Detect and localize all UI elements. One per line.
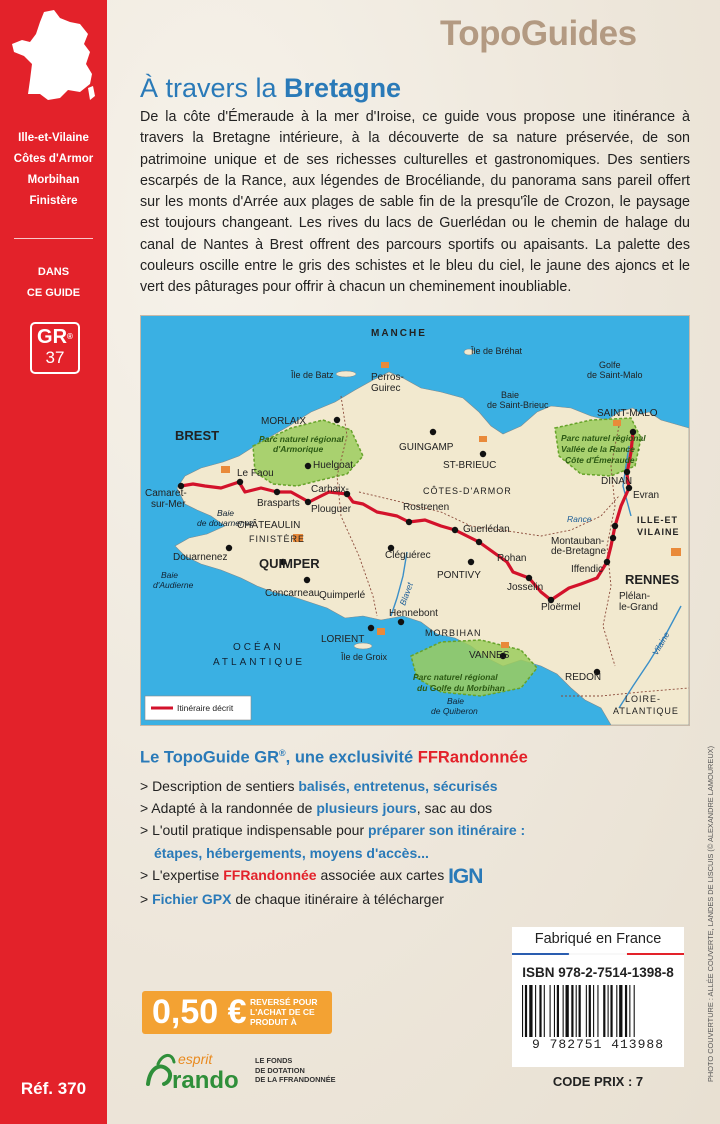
label-quimper: QUIMPER xyxy=(259,556,320,571)
label-hennebont: Hennebont xyxy=(389,608,438,619)
label-pnr-rance: Parc naturel régional xyxy=(561,433,646,443)
label-pontivy: PONTIVY xyxy=(437,570,481,581)
feature-item: > Description de sentiers balisés, entretenus, sécurisés xyxy=(140,778,498,794)
label-baie-stb: Baie xyxy=(501,390,520,400)
label-dinan: DINAN xyxy=(601,476,633,487)
ce-guide-label: CE GUIDE xyxy=(26,287,81,299)
france-map-icon xyxy=(10,8,96,104)
label-cotes-armor: CÔTES-D'ARMOR xyxy=(423,486,512,496)
label-batz: Île de Batz xyxy=(291,370,334,380)
label-plelan: Plélan- xyxy=(619,591,651,602)
label-rostrenen: Rostrenen xyxy=(403,502,450,513)
gr-number: 37 xyxy=(45,348,65,367)
label-quiberon: Baie xyxy=(447,696,465,706)
label-pnr-armorique: Parc naturel régional xyxy=(259,434,344,444)
esprit-rando-icon xyxy=(142,1044,252,1094)
label-finistere: FINISTÈRE xyxy=(249,534,306,544)
label-pnr-rance-2: Vallée de la Rance - xyxy=(561,444,641,454)
label-pnr-rance-3: Côte d'Émeraude xyxy=(565,455,635,465)
reference-number: Réf. 370 xyxy=(20,1079,87,1098)
feature-item: > L'expertise FFRandonnée associée aux cartes IGN xyxy=(140,864,483,888)
feature-item: étapes, hébergements, moyens d'accès... xyxy=(154,844,429,861)
label-baie-audierne: Baie xyxy=(161,570,179,580)
title-prefix: À travers la xyxy=(140,73,285,103)
barcode-panel xyxy=(512,927,684,1067)
label-josselin: Josselin xyxy=(507,582,544,593)
region-item: Ille-et-Vilaine xyxy=(18,132,89,144)
dans-ce-guide xyxy=(0,262,107,304)
brand-logo: TopoGuides xyxy=(440,14,637,53)
label-golfe-2: de Saint-Malo xyxy=(587,370,643,380)
label-lorient: LORIENT xyxy=(321,634,365,645)
label-rance: Rance xyxy=(567,514,592,524)
title-bold: Bretagne xyxy=(284,73,402,103)
pitch-mid: , une exclusivité xyxy=(285,748,418,767)
label-vannes: VANNES xyxy=(469,650,510,661)
label-brest: BREST xyxy=(175,428,220,443)
barcode-digits: 9 782751 413988 xyxy=(531,1037,665,1052)
label-plelan-2: le-Grand xyxy=(619,602,658,613)
label-baie-douarnenez-2: de douarnenez xyxy=(197,518,254,528)
region-list xyxy=(0,128,107,212)
label-baie-stb-2: de Saint-Brieuc xyxy=(487,400,549,410)
label-quiberon-2: de Quiberon xyxy=(431,706,478,716)
region-item: Côtes d'Armor xyxy=(13,153,94,165)
label-st-malo: SAINT-MALO xyxy=(597,408,658,419)
made-in-france: Fabriqué en France xyxy=(534,931,662,947)
label-chateaulin: CHÂTEAULIN xyxy=(237,520,301,531)
label-cleguerec: Cléguérec xyxy=(385,550,431,561)
label-brehat: Île de Bréhat xyxy=(471,346,523,356)
label-le-faou: Le Faou xyxy=(237,468,274,479)
label-douarnenez: Douarnenez xyxy=(173,552,228,563)
legend-label: Itinéraire décrit xyxy=(177,703,234,713)
price-code: CODE PRIX : 7 xyxy=(552,1074,644,1089)
label-ocean: OCÉAN xyxy=(233,642,284,653)
fonds-dotation-text: LE FONDS DE DOTATION DE LA FFRANDONNÉE xyxy=(255,1056,336,1084)
label-redon: REDON xyxy=(565,672,602,683)
ff-logo-randonnee: Randonnée xyxy=(437,748,528,767)
barcode-image xyxy=(520,985,676,1037)
label-morbihan: MORBIHAN xyxy=(425,628,482,638)
label-carhaix-2: Plouguer xyxy=(311,504,352,515)
label-montauban-2: de-Bretagne xyxy=(551,546,607,557)
ign-logo: IGN xyxy=(448,864,483,888)
feature-item: > Fichier GPX de chaque itinéraire à télécharger xyxy=(140,891,444,908)
label-pnr-armorique-2: d'Armorique xyxy=(273,444,324,454)
pitch-reg: ® xyxy=(279,748,286,758)
dans-label: DANS xyxy=(37,266,70,278)
sidebar xyxy=(0,0,107,1124)
photo-credit: PHOTO COUVERTURE : ALLÉE COUVERTE, LANDES DE LISCUIS (© ALEXANDRE LAMOUREUX) xyxy=(706,745,715,1082)
region-item: Morbihan xyxy=(27,174,80,186)
feature-list xyxy=(140,775,525,910)
map-legend xyxy=(145,696,251,720)
feature-item: > Adapté à la randonnée de plusieurs jours, sac au dos xyxy=(140,800,493,817)
ff-logo-ff: FF xyxy=(417,748,438,767)
label-huelgoat: Huelgoat xyxy=(313,460,354,471)
svg-text:esprit: esprit xyxy=(178,1051,213,1067)
page-title xyxy=(140,73,401,104)
label-pnr-golfe-2: du Golfe du Morbihan xyxy=(417,683,505,693)
label-concarneau: Concarneau xyxy=(265,588,320,599)
label-pnr-golfe: Parc naturel régional xyxy=(413,672,498,682)
label-st-brieuc: ST-BRIEUC xyxy=(443,460,497,471)
intro-paragraph: De la côte d'Émeraude à la mer d'Iroise, ce guide vous propose une itinérance à travers la Bretagne intérieure, à la découverte de sa nature préservée, de son patrimoine unique et de ses richesses culturelles et gastronomiques. Des sentiers escarpés de la Rance, aux légendes de Brocéliande, du panorama sans pareil offert sur les monts d'Arrée aux plages de sable fin de la presqu'île de Crozon, le paysage est toujours changeant. Les rives du lacs de Guerlédan ou le chemin de halage du canal de Nantes à Brest offrent des parcours sportifs ou apaisants. La palette des couleurs oscille entre le gris des schistes et le bleu du ciel, le jaune des ajoncs et le vert des pâturages pour offrir à chacun un cheminement inoubliable. xyxy=(140,109,690,296)
donation-badge xyxy=(142,991,332,1034)
gr-label: GR xyxy=(37,326,68,348)
label-ille-vilaine: ILLE-ET xyxy=(637,515,678,525)
label-carhaix: Carhaix- xyxy=(311,484,349,495)
label-golfe: Golfe xyxy=(599,360,621,370)
label-brasparts: Brasparts xyxy=(257,498,300,509)
label-rennes: RENNES xyxy=(625,572,680,587)
label-guingamp: GUINGAMP xyxy=(399,442,454,453)
label-baie-audierne-2: d'Audierne xyxy=(153,580,194,590)
label-rohan: Rohan xyxy=(497,553,527,564)
label-baie-douarnenez: Baie xyxy=(217,508,235,518)
ile-de-batz xyxy=(336,371,356,377)
pitch-lead: Le TopoGuide GR xyxy=(140,748,280,767)
feature-item: > L'outil pratique indispensable pour préparer son itinéraire : xyxy=(140,822,526,839)
label-perros-2: Guirec xyxy=(371,383,401,394)
label-quimperle: Quimperlé xyxy=(319,590,366,601)
french-flag-stripe xyxy=(512,953,684,955)
label-ille-vilaine-2: VILAINE xyxy=(637,527,680,537)
gr-registered: ® xyxy=(67,332,73,341)
gr-badge xyxy=(30,322,80,374)
svg-text:rando: rando xyxy=(172,1067,239,1094)
label-perros: Perros- xyxy=(371,372,404,383)
label-evran: Evran xyxy=(633,490,660,501)
label-vilaine: Vilaine xyxy=(650,630,672,657)
label-guerledan: Guerlédan xyxy=(463,524,510,535)
pitch-heading xyxy=(140,748,528,768)
region-item: Finistère xyxy=(29,195,78,207)
label-morlaix: MORLAIX xyxy=(261,416,307,427)
route-map xyxy=(140,315,690,726)
divider xyxy=(14,238,93,239)
label-ploermel: Ploërmel xyxy=(541,602,581,613)
label-manche: MANCHE xyxy=(371,328,427,339)
label-loire: LOIRE- xyxy=(625,694,662,704)
donation-text: REVERSÉ POUR L'ACHAT DE CE PRODUIT À xyxy=(250,997,318,1027)
label-blavet: Blavet xyxy=(397,581,415,607)
isbn-text: ISBN 978-2-7514-1398-8 xyxy=(522,965,674,980)
label-camaret-2: sur-Mer xyxy=(151,499,186,510)
label-loire-2: ATLANTIQUE xyxy=(613,706,679,716)
label-montauban: Montauban- xyxy=(551,536,605,547)
donation-amount: 0,50 € xyxy=(152,993,247,1031)
label-camaret: Camaret- xyxy=(145,488,187,499)
label-ocean-2: ATLANTIQUE xyxy=(213,657,306,668)
label-groix: Île de Groix xyxy=(341,652,388,662)
label-iffendic: Iffendic xyxy=(571,564,604,575)
